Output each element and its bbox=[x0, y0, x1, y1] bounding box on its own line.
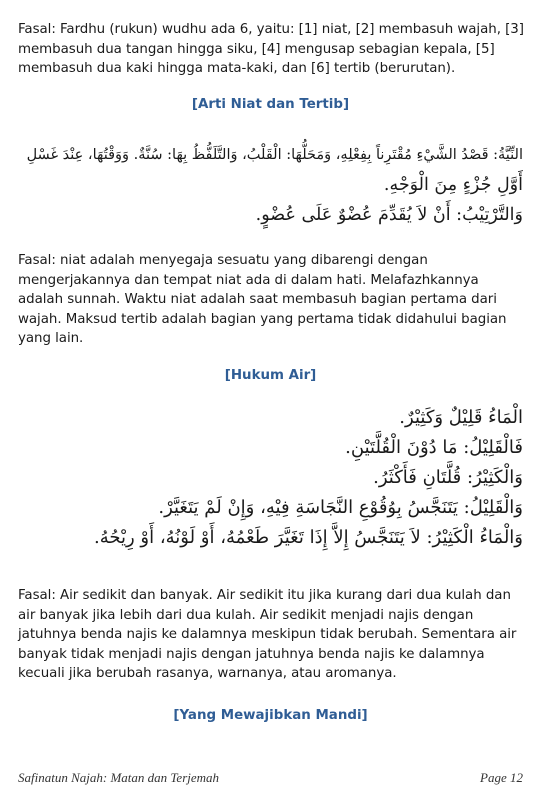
section-heading-mandi: [Yang Mewajibkan Mandi] bbox=[173, 708, 368, 723]
arabic-line: فَالْقَلِيْلُ: مَا دُوْنَ الْقُلَّتَيْنِ. bbox=[345, 437, 523, 458]
arabic-line: الْمَاءُ قَلِيْلٌ وَكَثِيْرٌ. bbox=[399, 407, 523, 428]
section-heading-air: [Hukum Air] bbox=[224, 368, 317, 383]
translation-paragraph-niat: Fasal: niat adalah menyegaja sesuatu yang dibarengi dengan mengerjakannya dan tempat niat ada di dalam hati. Melafazhkannya adalah sunnah. Waktu niat adalah saat membasuh bagian pertama dari wajah. Maksud tertib adalah bagian yang pertama tidak didahului bagian yang lain. bbox=[18, 253, 507, 346]
arabic-line: وَالْقَلِيْلُ: يَتَنَجَّسُ بِوُقُوْعِ النَّجَاسَةِ فِيْهِ، وَإِنْ لَمْ يَتَغَيَّرْ. bbox=[158, 497, 523, 518]
arabic-line: وَالْمَاءُ الْكَثِيْرُ: لاَ يَتَنَجَّسُ إِلاَّ إِذَا تَغَيَّرَ طَعْمُهُ، أَوْ لَوْنُهُ، أَوْ رِيْحُهُ. bbox=[93, 527, 523, 548]
arabic-line: النِّيَّةُ: قَصْدُ الشَّيْءِ مُقْتَرِناً بِفِعْلِهِ، وَمَحَلُّهَا: الْقَلْبُ، وَالتَّلَفُّظُ بِهَا: سُنَّةٌ. وَوَقْتُهَا، عِنْدَ غَسْلِ bbox=[26, 147, 523, 163]
arabic-text-air bbox=[13, 403, 523, 553]
footer-page-number: Page 12 bbox=[480, 770, 523, 785]
arabic-line: أَوَّلِ جُزْءٍ مِنَ الْوَجْهِ. bbox=[383, 175, 523, 195]
intro-paragraph: Fasal: Fardhu (rukun) wudhu ada 6, yaitu: [1] niat, [2] membasuh wajah, [3] membasuh dua tangan hingga siku, [4] mengusap sebagian kepala, [5] membasuh dua kaki hingga mata-kaki, dan [6] tertib (berurutan). bbox=[18, 22, 524, 76]
arabic-text-niat bbox=[13, 140, 523, 230]
translation-paragraph-air: Fasal: Air sedikit dan banyak. Air sedikit itu jika kurang dari dua kulah dan air banyak jika lebih dari dua kulah. Air sedikit menjadi najis dengan jatuhnya benda najis ke dalamnya meskipun tidak berubah. Sementara air banyak tidak menjadi najis dengan jatuhnya benda najis ke dalamnya kecuali jika berubah rasanya, warnanya, atau aromanya. bbox=[18, 588, 517, 681]
arabic-line: وَالتَّرْتِيْبُ: أَنْ لاَ يُقَدِّمَ عُضْوٌ عَلَى عُضْوٍ. bbox=[255, 205, 523, 225]
arabic-line: وَالْكَثِيْرُ: قُلَّتَانِ فَأَكْثَرُ. bbox=[373, 467, 523, 488]
footer-book-title: Safinatun Najah: Matan dan Terjemah bbox=[18, 770, 220, 785]
section-heading-niat: [Arti Niat dan Tertib] bbox=[191, 97, 350, 112]
